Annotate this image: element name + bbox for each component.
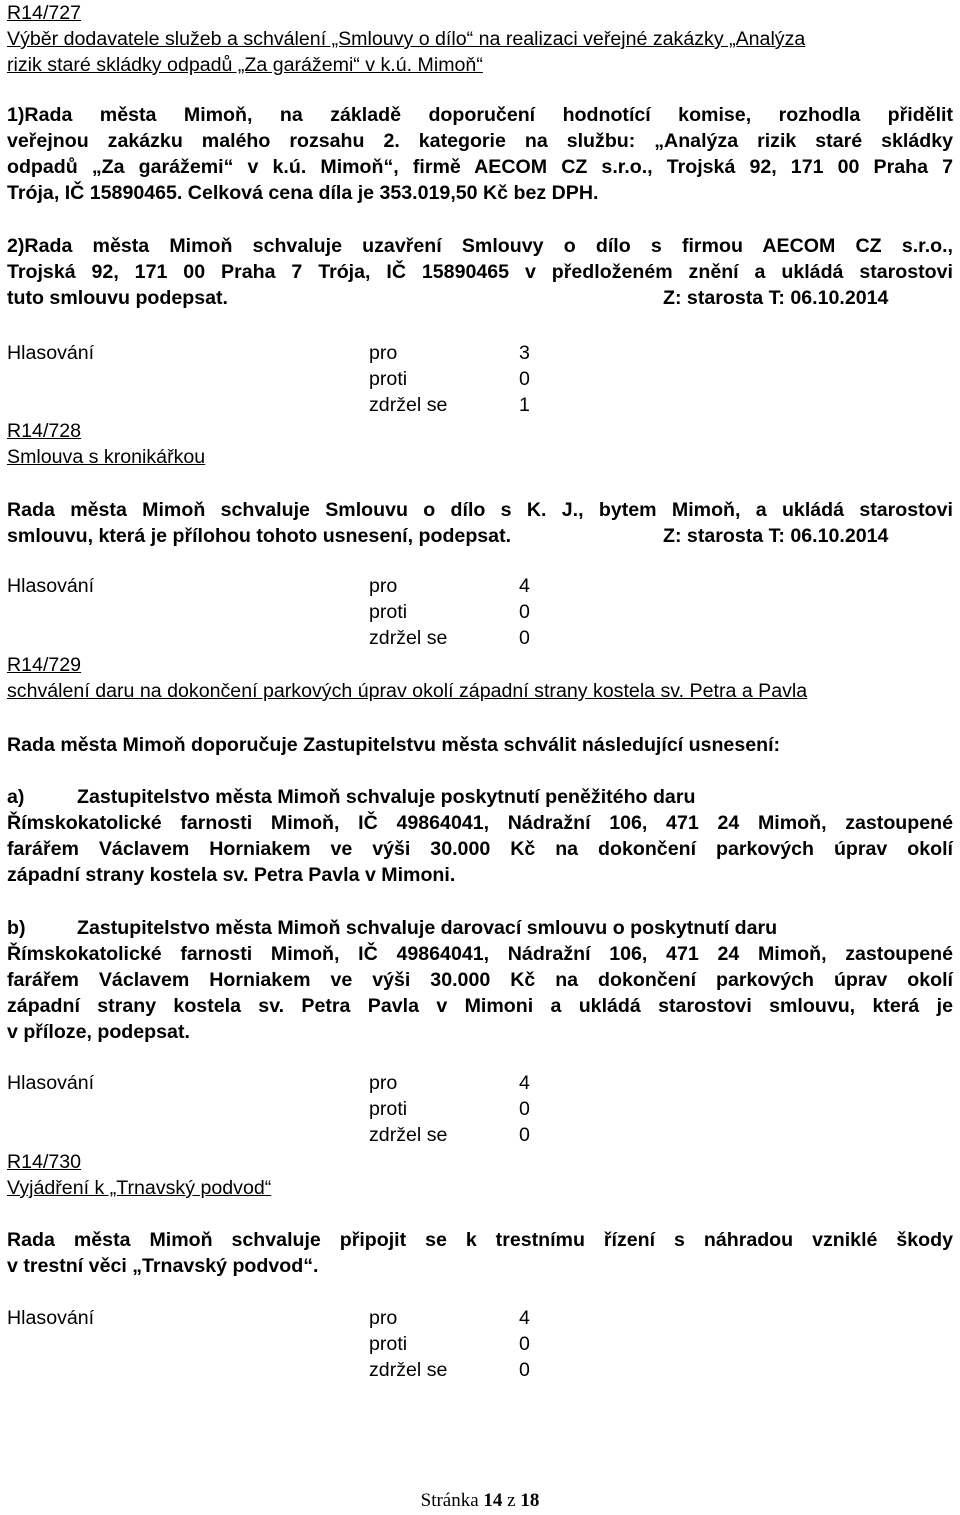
paragraph-line: Římskokatolické farnosti Mimoň, IČ 49864041, Nádražní 106, 471 24 Mimoň, zastoupené — [7, 943, 953, 965]
vote-label: Hlasování — [7, 575, 95, 597]
vote-proti-label: proti — [369, 368, 408, 390]
paragraph-line: veřejnou zakázku malého rozsahu 2. kategorie na službu: „Analýza rizik staré skládky — [7, 130, 953, 152]
vote-zdrzel-value: 0 — [519, 1359, 530, 1381]
vote-label: Hlasování — [7, 1072, 95, 1094]
resolution-id: R14/727 — [7, 2, 82, 24]
footer-prefix: Stránka — [420, 1490, 479, 1511]
page-footer — [0, 1489, 960, 1513]
resolution-title: schválení daru na dokončení parkových úprav okolí západní strany kostela sv. Petra a Pavla — [7, 680, 808, 702]
vote-zdrzel-label: zdržel se — [369, 627, 448, 649]
vote-zdrzel-label: zdržel se — [369, 1359, 448, 1381]
paragraph-line: západní strany kostela sv. Petra Pavla v Mimoni a ukládá starostovi smlouvu, která je — [7, 995, 953, 1017]
vote-zdrzel-label: zdržel se — [369, 394, 448, 416]
vote-pro-value: 4 — [519, 1072, 530, 1094]
vote-zdrzel-value: 0 — [519, 1124, 530, 1146]
vote-proti-label: proti — [369, 1098, 408, 1120]
paragraph-line: Rada města Mimoň schvaluje Smlouvu o dílo s K. J., bytem Mimoň, a ukládá starostovi — [7, 499, 953, 521]
paragraph-line: v příloze, podepsat. — [7, 1021, 190, 1043]
vote-proti-value: 0 — [519, 368, 530, 390]
paragraph-line: Trója, IČ 15890465. Celková cena díla je 353.019,50 Kč bez DPH. — [7, 182, 599, 204]
vote-label: Hlasování — [7, 342, 95, 364]
paragraph-line: farářem Václavem Horniakem ve výši 30.000 Kč na dokončení parkových úprav okolí — [7, 969, 953, 991]
vote-pro-value: 4 — [519, 1307, 530, 1329]
vote-pro-value: 4 — [519, 575, 530, 597]
paragraph-line: 1)Rada města Mimoň, na základě doporučení hodnotící komise, rozhodla přidělit — [7, 104, 953, 126]
vote-zdrzel-value: 0 — [519, 627, 530, 649]
vote-pro-label: pro — [369, 1072, 398, 1094]
paragraph-line: odpadů „Za garážemi“ v k.ú. Mimoň“, firmě AECOM CZ s.r.o., Trojská 92, 171 00 Praha 7 — [7, 156, 953, 178]
responsible-note: Z: starosta T: 06.10.2014 — [663, 287, 889, 309]
vote-label: Hlasování — [7, 1307, 95, 1329]
vote-pro-label: pro — [369, 342, 398, 364]
list-item-text: Zastupitelstvo města Mimoň schvaluje poskytnutí peněžitého daru — [77, 786, 696, 808]
paragraph-line: Rada města Mimoň schvaluje připojit se k trestnímu řízení s náhradou vzniklé škody — [7, 1229, 953, 1251]
vote-proti-value: 0 — [519, 1098, 530, 1120]
vote-pro-value: 3 — [519, 342, 530, 364]
footer-separator: z — [507, 1490, 516, 1511]
footer-page-number: 14 — [483, 1490, 503, 1511]
list-item-letter: a) — [7, 786, 25, 808]
paragraph-line: tuto smlouvu podepsat. — [7, 287, 228, 309]
paragraph-line: Římskokatolické farnosti Mimoň, IČ 49864041, Nádražní 106, 471 24 Mimoň, zastoupené — [7, 812, 953, 834]
vote-proti-value: 0 — [519, 601, 530, 623]
vote-zdrzel-value: 1 — [519, 394, 530, 416]
paragraph-line: farářem Václavem Horniakem ve výši 30.000 Kč na dokončení parkových úprav okolí — [7, 838, 953, 860]
vote-proti-label: proti — [369, 601, 408, 623]
paragraph-line: 2)Rada města Mimoň schvaluje uzavření Smlouvy o dílo s firmou AECOM CZ s.r.o., — [7, 235, 953, 257]
resolution-id: R14/729 — [7, 654, 82, 676]
resolution-id: R14/728 — [7, 420, 82, 442]
paragraph-line: Trojská 92, 171 00 Praha 7 Trója, IČ 15890465 v předloženém znění a ukládá starostovi — [7, 261, 953, 283]
paragraph-line: Rada města Mimoň doporučuje Zastupitelstvu města schválit následující usnesení: — [7, 734, 781, 756]
vote-zdrzel-label: zdržel se — [369, 1124, 448, 1146]
responsible-note: Z: starosta T: 06.10.2014 — [663, 525, 889, 547]
footer-page-total: 18 — [520, 1490, 540, 1511]
resolution-title: Vyjádření k „Trnavský podvod“ — [7, 1177, 272, 1199]
vote-proti-label: proti — [369, 1333, 408, 1355]
paragraph-line: smlouvu, která je přílohou tohoto usnesení, podepsat. — [7, 525, 512, 547]
vote-pro-label: pro — [369, 1307, 398, 1329]
resolution-id: R14/730 — [7, 1151, 82, 1173]
paragraph-line: v trestní věci „Trnavský podvod“. — [7, 1255, 319, 1277]
paragraph-line: západní strany kostela sv. Petra Pavla v Mimoni. — [7, 864, 456, 886]
vote-pro-label: pro — [369, 575, 398, 597]
list-item-letter: b) — [7, 917, 26, 939]
resolution-title-line: Výběr dodavatele služeb a schválení „Smlouvy o dílo“ na realizaci veřejné zakázky „Analýza — [7, 28, 806, 50]
vote-proti-value: 0 — [519, 1333, 530, 1355]
resolution-title: Smlouva s kronikářkou — [7, 446, 206, 468]
list-item-a-first-line — [7, 784, 695, 810]
list-item-b-first-line — [7, 915, 777, 941]
list-item-text: Zastupitelstvo města Mimoň schvaluje darovací smlouvu o poskytnutí daru — [77, 917, 778, 939]
resolution-title-line: rizik staré skládky odpadů „Za garážemi“ v k.ú. Mimoň“ — [7, 54, 483, 76]
